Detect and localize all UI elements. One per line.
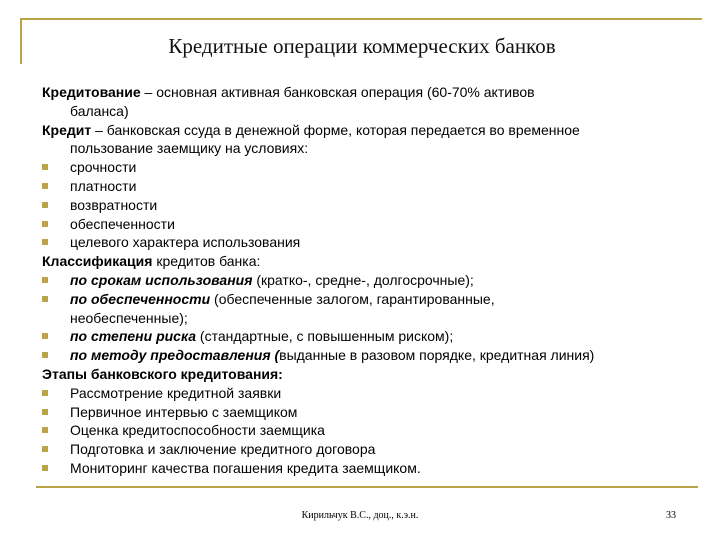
definition-text: – основная активная банковская операция (60-70% активов (140, 84, 535, 100)
square-bullet-icon (42, 409, 48, 415)
definition-lending (42, 83, 682, 102)
bottom-divider (36, 486, 698, 488)
square-bullet-icon (42, 427, 48, 433)
list-item: по степени риска (стандартные, с повышенным риском); (42, 327, 682, 346)
square-bullet-icon (42, 202, 48, 208)
page-number: 33 (666, 510, 676, 521)
classification-heading: Классификация кредитов банка: (42, 253, 261, 270)
square-bullet-icon (42, 296, 48, 302)
author-footer: Кирильчук В.С., доц., к.э.н. (301, 510, 419, 521)
stages-heading: Этапы банковского кредитования: (42, 365, 283, 382)
list-item: целевого характера использования (42, 233, 682, 252)
list-item: Мониторинг качества погашения кредита заемщиком. (42, 459, 682, 478)
page-title: Кредитные операции коммерческих банков (168, 34, 556, 58)
list-item-continuation: необеспеченные); (70, 309, 188, 326)
list-item: срочности (42, 158, 682, 177)
definition-continuation: баланса) (70, 102, 129, 119)
title-frame (20, 18, 702, 64)
square-bullet-icon (42, 277, 48, 283)
list-item: Оценка кредитоспособности заемщика (42, 421, 682, 440)
list-item: Первичное интервью с заемщиком (42, 403, 682, 422)
list-item: Рассмотрение кредитной заявки (42, 384, 682, 403)
slide-content (42, 83, 682, 478)
definition-credit (42, 121, 682, 140)
definition-text: – банковская ссуда в денежной форме, которая передается во временное (91, 121, 580, 138)
list-item: по срокам использования (кратко-, средне-, долгосрочные); (42, 271, 682, 290)
square-bullet-icon (42, 465, 48, 471)
list-item: Подготовка и заключение кредитного договора (42, 440, 682, 459)
square-bullet-icon (42, 352, 48, 358)
square-bullet-icon (42, 239, 48, 245)
square-bullet-icon (42, 221, 48, 227)
list-item: платности (42, 177, 682, 196)
square-bullet-icon (42, 446, 48, 452)
list-item: возвратности (42, 196, 682, 215)
term: Кредит (42, 121, 92, 138)
list-item: обеспеченности (42, 215, 682, 234)
list-item: по методу предоставления (выданные в разовом порядке, кредитная линия) (42, 346, 682, 365)
list-item: по обеспеченности (обеспеченные залогом, гарантированные, (42, 290, 682, 309)
square-bullet-icon (42, 164, 48, 170)
square-bullet-icon (42, 390, 48, 396)
square-bullet-icon (42, 183, 48, 189)
square-bullet-icon (42, 333, 48, 339)
definition-continuation: пользование заемщику на условиях: (70, 140, 309, 157)
term: Кредитование (42, 84, 141, 100)
